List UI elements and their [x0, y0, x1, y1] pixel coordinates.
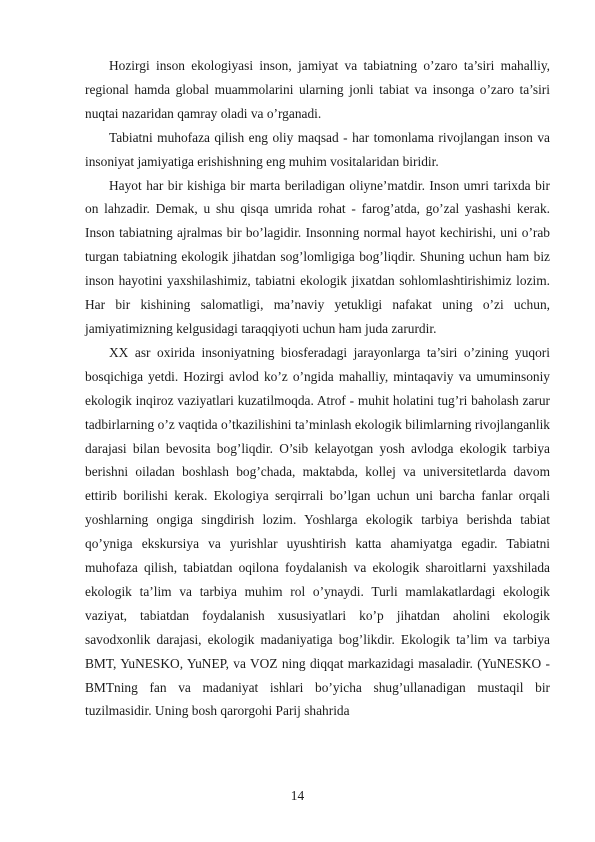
paragraph-ecological-education: XX asr oxirida insoniyatning biosferadagi jarayonlarga ta’siri o’zining yuqori bosqichiga yetdi. Hozirgi avlod ko’z o’ngida mahalliy, mintaqaviy va umuminsoniy ekologik inqiroz vaziyatlari kuzatilmoqda. Atrof - muhit holatini tug’ri baholash zarur tadbirlarning o’z vaqtida o’tkazilishini ta’minlash ekologik bilimlarning rivojlanganlik darajasi bilan bevosita bog’liqdir. O’sib kelayotgan yosh avlodga ekologik tarbiya berishni oiladan boshlash bog’chada, maktabda, kollej va universitetlarda davom ettirib borilishi kerak. Ekologiya serqirrali bo’lgan uchun uni barcha fanlar orqali yoshlarning ongiga singdirish lozim. Yoshlarga ekologik tarbiya berishda tabiat qo’yniga ekskursiya va yurishlar uyushtirish katta ahamiyatga egadir. Tabiatni muhofaza qilish, tabiatdan oqilona foydalanish va ekologik sharoitlarni yaxshilada ekologik ta’lim va tarbiya muhim rol o’ynaydi. Turli mamlakatlardagi ekologik vaziyat, tabiatdan foydalanish xususiyatlari ko’p jihatdan aholini ekologik savodxonlik darajasi, ekologik madaniyatiga bog’likdir. Ekologik ta’lim va tarbiya BMT, YuNESKO, YuNEP, va VOZ ning diqqat markazidagi masaladir. (YuNESKO - BMTning fan va madaniyat ishlari bo’yicha shug’ullanadigan mustaqil bir tuzilmasidir. Uning bosh qarorgohi Parij shahrida: [85, 344, 550, 719]
paragraph-nature-protection: Tabiatni muhofaza qilish eng oliy maqsad - har tomonlama rivojlangan inson va insoniyat jamiyatiga erishishning eng muhim vositalaridan biridir.: [85, 129, 550, 169]
document-page: [85, 54, 550, 723]
paragraph-human-ecology: Hozirgi inson ekologiyasi inson, jamiyat va tabiatning o’zaro ta’siri mahalliy, regional hamda global muammolarini ularning jonli tabiat va insonga o’zaro ta’siri nuqtai nazaridan qamray oladi va o’rganadi.: [85, 58, 550, 121]
paragraph-life-value: Hayot har bir kishiga bir marta beriladigan oliyne’matdir. Inson umri tarixda bir on lahzadir. Demak, u shu qisqa umrida rohat - farog’atda, go’zal yashashi kerak. Inson tabiatning ajralmas bir bo’lagidir. Insonning normal hayot kechirishi, uni o’rab turgan tabiatning ekologik jihatdan sog’lomligiga bog’liqdir. Shuning uchun ham biz inson hayotini yaxshilashimiz, tabiatni ekologik jixatdan sohlomlashtirishimiz lozim. Har bir kishining salomatligi, ma’naviy yetukligi nafakat uning o’zi uchun, jamiyatimizning kelgusidagi taraqqiyoti uchun ham juda zarurdir.: [85, 177, 550, 336]
page-number: 14: [290, 788, 305, 803]
